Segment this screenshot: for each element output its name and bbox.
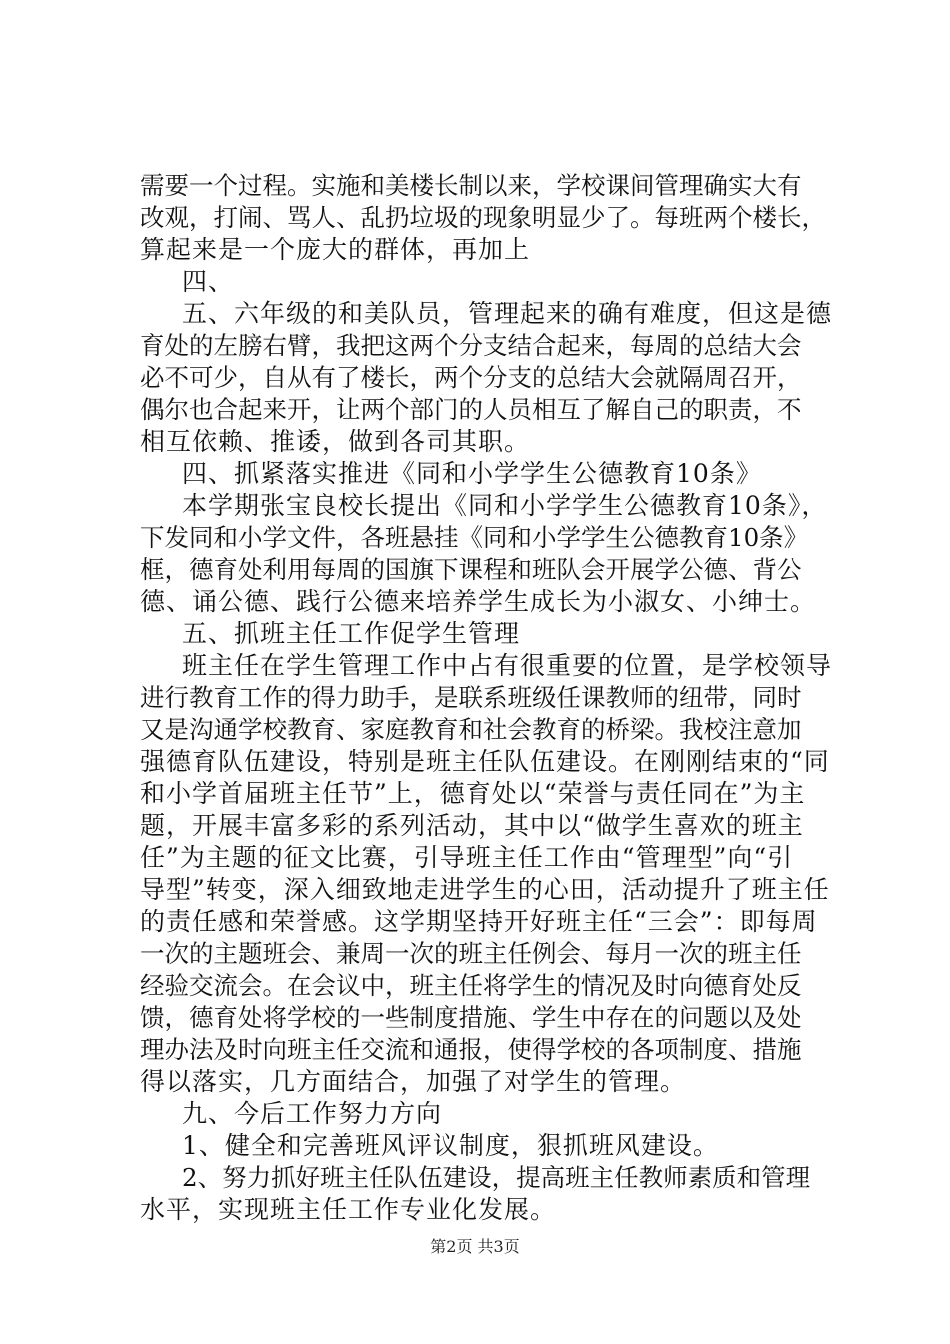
- text-line: 本学期张宝良校长提出《同和小学学生公德教育10条》，: [182, 491, 828, 520]
- text-line: 1、健全和完善班风评议制度，狠抓班风建设。: [182, 1131, 719, 1160]
- text-line: 九、今后工作努力方向: [182, 1099, 443, 1128]
- text-line: 必不可少，自从有了楼长，两个分支的总结大会就隔周召开，: [140, 363, 802, 392]
- text-line: 框，德育处利用每周的国旗下课程和班队会开展学公德、背公: [140, 555, 802, 584]
- text-line: 德、诵公德、践行公德来培养学生成长为小淑女、小绅士。: [140, 587, 817, 616]
- text-line: 强德育队伍建设，特别是班主任队伍建设。在刚刚结束的“同: [140, 747, 830, 776]
- text-line: 理办法及时向班主任交流和通报，使得学校的各项制度、措施: [140, 1035, 802, 1064]
- text-line: 2、努力抓好班主任队伍建设，提高班主任教师素质和管理: [182, 1163, 811, 1192]
- text-line: 进行教育工作的得力助手，是联系班级任课教师的纽带，同时: [140, 683, 802, 712]
- document-body: [140, 170, 840, 1226]
- text-line: 任”为主题的征文比赛，引导班主任工作由“管理型”向“引: [140, 843, 794, 872]
- text-line: 水平，实现班主任工作专业化发展。: [140, 1195, 557, 1224]
- text-line: 算起来是一个庞大的群体，再加上: [140, 235, 531, 264]
- text-line: 又是沟通学校教育、家庭教育和社会教育的桥梁。我校注意加: [140, 715, 802, 744]
- text-line: 班主任在学生管理工作中占有很重要的位置，是学校领导: [182, 651, 833, 680]
- text-line: 的责任感和荣誉感。这学期坚持开好班主任“三会”：即每周: [140, 907, 818, 936]
- page-footer: 第2页 共3页: [430, 1237, 520, 1256]
- text-line: 下发同和小学文件，各班悬挂《同和小学学生公德教育10条》: [140, 523, 809, 552]
- text-line: 育处的左膀右臂，我把这两个分支结合起来，每周的总结大会: [140, 331, 802, 360]
- text-line: 经验交流会。在会议中，班主任将学生的情况及时向德育处反: [140, 971, 802, 1000]
- text-line: 得以落实，几方面结合，加强了对学生的管理。: [140, 1067, 687, 1096]
- text-line: 馈，德育处将学校的一些制度措施、学生中存在的问题以及处: [140, 1003, 802, 1032]
- text-line: 题，开展丰富多彩的系列活动，其中以“做学生喜欢的班主: [140, 811, 804, 840]
- text-line: 和小学首届班主任节”上，德育处以“荣誉与责任同在”为主: [140, 779, 806, 808]
- text-line: 一次的主题班会、兼周一次的班主任例会、每月一次的班主任: [140, 939, 802, 968]
- text-line: 需要一个过程。实施和美楼长制以来，学校课间管理确实大有: [140, 171, 802, 200]
- text-line: 改观，打闹、骂人、乱扔垃圾的现象明显少了。每班两个楼长，: [140, 203, 826, 232]
- text-line: 相互依赖、推诿，做到各司其职。: [140, 427, 531, 456]
- text-line: 五、六年级的和美队员，管理起来的确有难度，但这是德: [182, 299, 833, 328]
- text-line: 导型”转变，深入细致地走进学生的心田，活动提升了班主任: [140, 875, 830, 904]
- text-line: 四、: [182, 267, 235, 296]
- text-line: 五、抓班主任工作促学生管理: [182, 619, 521, 648]
- text-line: 偶尔也合起来开，让两个部门的人员相互了解自己的职责，不: [140, 395, 802, 424]
- text-line: 四、抓紧落实推进《同和小学学生公德教育10条》: [182, 459, 762, 488]
